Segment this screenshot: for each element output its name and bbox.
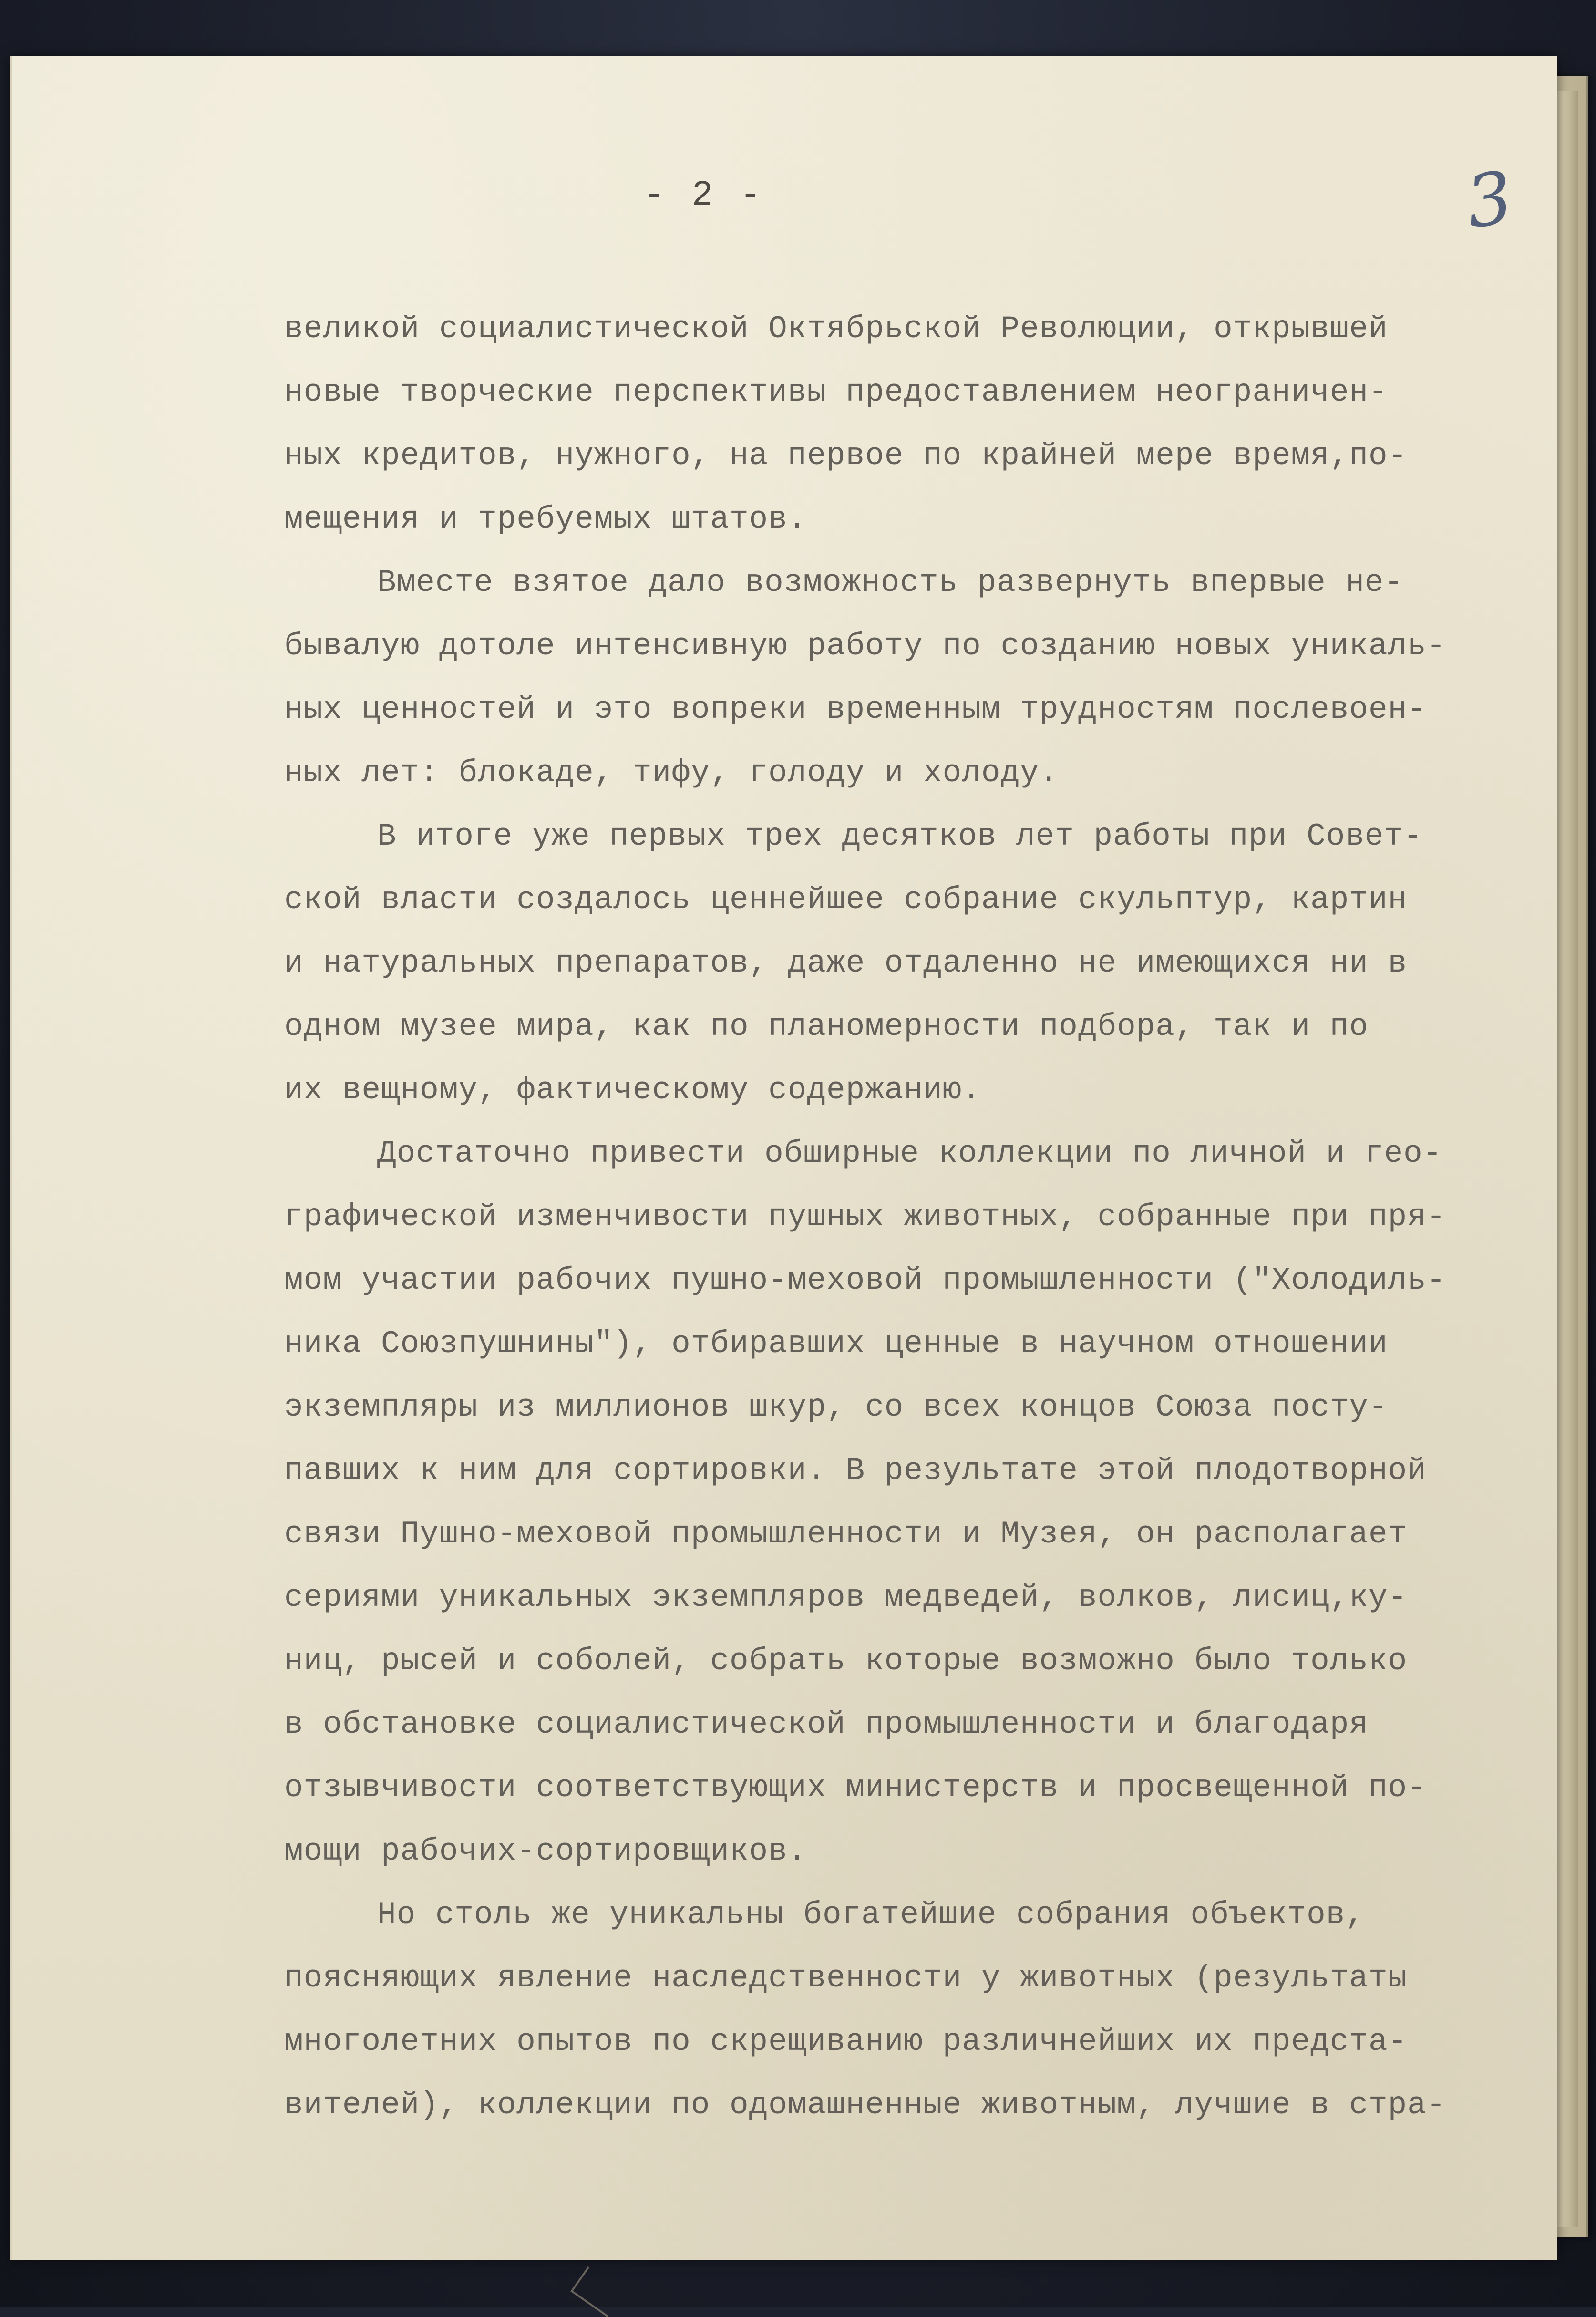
handwritten-folio-number: 3	[1461, 156, 1518, 245]
text-line: поясняющих явление наследственности у животных (результаты	[284, 1960, 1408, 1996]
text-line: мещения и требуемых штатов.	[284, 501, 807, 537]
typewritten-page	[10, 56, 1557, 2260]
text-line: экземпляры из миллионов шкур, со всех концов Союза посту-	[284, 1389, 1388, 1425]
body-text	[284, 297, 1543, 2137]
text-line: великой социалистической Октябрьской Революции, открывшей	[284, 311, 1388, 347]
text-line: ниц, рысей и соболей, собрать которые возможно было только	[284, 1643, 1408, 1679]
text-line: и натуральных препаратов, даже отдаленно не имеющихся ни в	[284, 945, 1408, 981]
text-line: ника Союзпушнины"), отбиравших ценные в научном отношении	[284, 1326, 1388, 1362]
text-line: графической изменчивости пушных животных, собранные при пря-	[284, 1199, 1446, 1235]
text-line: отзывчивости соответствующих министерств и просвещенной по-	[284, 1770, 1427, 1806]
text-line: ных лет: блокаде, тифу, голоду и холоду.	[284, 755, 1059, 791]
text-line: павших к ним для сортировки. В результате этой плодотворной	[284, 1453, 1427, 1489]
text-line: в обстановке социалистической промышленности и благодаря	[284, 1707, 1369, 1742]
text-line: ской власти создалось ценнейшее собрание скульптур, картин	[284, 882, 1408, 918]
text-line: Достаточно привести обширные коллекции по личной и гео-	[377, 1136, 1442, 1171]
page-number: - 2 -	[643, 176, 764, 216]
text-line: одном музее мира, как по планомерности подбора, так и по	[284, 1009, 1369, 1045]
text-line: ных кредитов, нужного, на первое по крайней мере время,по-	[284, 438, 1408, 474]
text-line: сериями уникальных экземпляров медведей, волков, лисиц,ку-	[284, 1580, 1408, 1615]
text-line: ных ценностей и это вопреки временным трудностям послевоен-	[284, 692, 1427, 727]
text-line: вителей), коллекции по одомашненные животным, лучшие в стра-	[284, 2087, 1446, 2123]
text-line: В итоге уже первых трех десятков лет работы при Совет-	[377, 818, 1423, 854]
text-line: новые творческие перспективы предоставлением неограничен-	[284, 374, 1388, 410]
text-line: многолетних опытов по скрещиванию различнейших их предста-	[284, 2024, 1408, 2059]
text-line: бывалую дотоле интенсивную работу по созданию новых уникаль-	[284, 628, 1446, 664]
text-line: Но столь же уникальны богатейшие собрания объектов,	[377, 1897, 1365, 1933]
text-line: мом участии рабочих пушно-меховой промышленности ("Холодиль-	[284, 1262, 1446, 1298]
text-line: связи Пушно-меховой промышленности и Музея, он располагает	[284, 1516, 1408, 1552]
text-line: их вещному, фактическому содержанию.	[284, 1072, 981, 1108]
text-line: мощи рабочих-сортировщиков.	[284, 1833, 807, 1869]
text-line: Вместе взятое дало возможность развернуть впервые не-	[377, 565, 1404, 600]
